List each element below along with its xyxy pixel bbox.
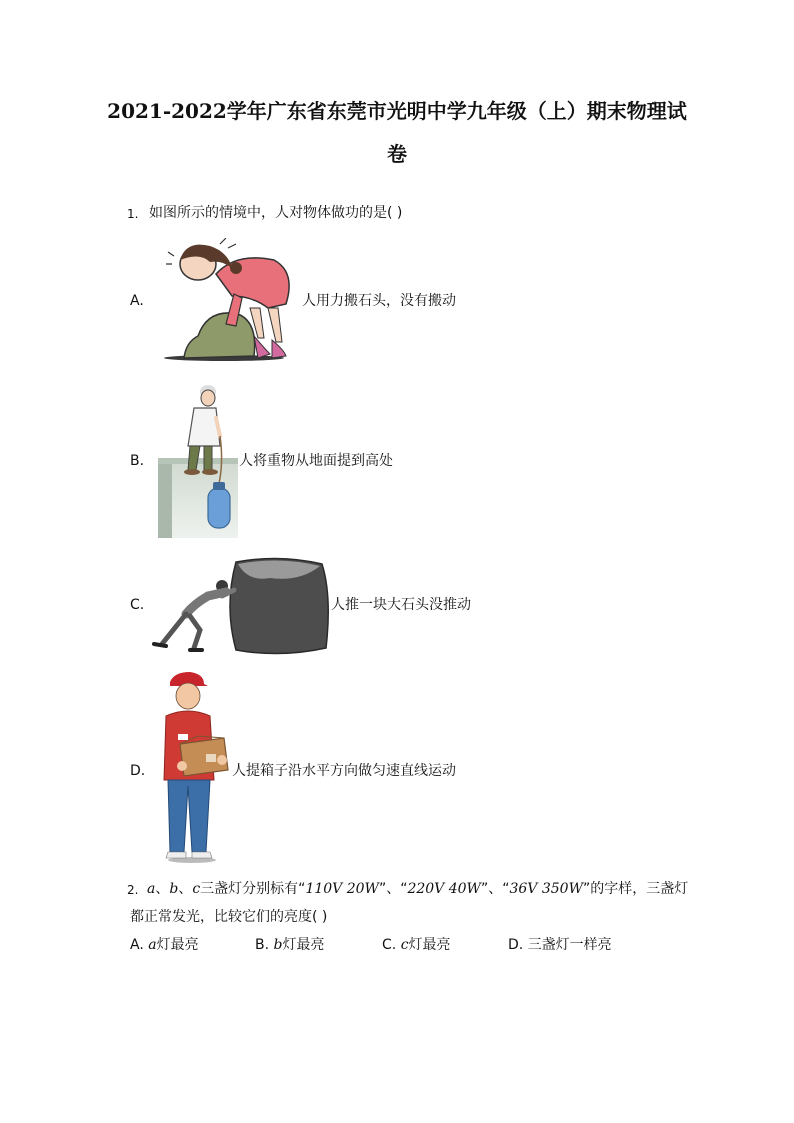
option-b-caption: 人将重物从地面提到高处 <box>239 453 393 469</box>
man-pushing-rock-illustration <box>150 556 330 656</box>
separator: 、 <box>155 881 170 897</box>
question-2-stem-line-1 <box>147 880 688 898</box>
choice-b-text: 灯最亮 <box>282 937 325 953</box>
choice-d <box>508 936 612 954</box>
stem-part-2: ”的字样，三盏灯 <box>582 881 689 897</box>
lamp-b-var: b <box>169 881 179 897</box>
choice-c-text: 灯最亮 <box>408 937 451 953</box>
option-c-caption: 人推一块大石头没推动 <box>331 597 471 613</box>
choice-d-letter: D. <box>508 937 524 953</box>
lamp-spec-3: 36V 350W <box>509 881 583 897</box>
question-2-number: 2. <box>127 883 139 897</box>
question-1-number: 1. <box>127 207 139 221</box>
exam-title-line-2: 卷 <box>387 142 407 166</box>
question-2-stem-line-2: 都正常发光，比较它们的亮度( ) <box>130 909 328 925</box>
choice-a-text: 灯最亮 <box>156 937 199 953</box>
choice-b-letter: B. <box>255 937 270 953</box>
choice-a-var: a <box>148 937 157 953</box>
choice-b-var: b <box>273 937 283 953</box>
man-carrying-box-illustration <box>158 670 234 866</box>
choice-c-var: c <box>400 937 409 953</box>
lamp-spec-2: 220V 40W <box>407 881 481 897</box>
option-a-caption: 人用力搬石头，没有搬动 <box>302 293 456 309</box>
choice-a <box>130 936 199 954</box>
option-d-letter: D. <box>130 763 146 779</box>
separator: 、 <box>178 881 193 897</box>
exam-title-line-1: 2021-2022学年广东省东莞市光明中学九年级（上）期末物理试 <box>107 99 687 123</box>
option-b-letter: B. <box>130 453 145 469</box>
spec-separator: ”、“ <box>480 881 510 897</box>
spec-separator: ”、“ <box>378 881 408 897</box>
lamp-spec-1: 110V 20W <box>305 881 379 897</box>
man-lifting-weight-illustration <box>158 384 238 538</box>
option-d-caption: 人提箱子沿水平方向做匀速直线运动 <box>232 763 456 779</box>
stem-part-1: 三盏灯分别标有“ <box>200 881 306 897</box>
choice-a-letter: A. <box>130 937 144 953</box>
lamp-c-var: c <box>192 881 201 897</box>
choice-c-letter: C. <box>382 937 397 953</box>
option-a-letter: A. <box>130 293 144 309</box>
option-c-letter: C. <box>130 597 145 613</box>
girl-lifting-stone-illustration <box>150 238 302 364</box>
question-1-stem: 如图所示的情境中，人对物体做功的是( ) <box>149 205 403 221</box>
choice-b <box>255 936 324 954</box>
choice-c <box>382 936 451 954</box>
choice-d-text: 三盏灯一样亮 <box>527 937 612 953</box>
lamp-a-var: a <box>147 881 156 897</box>
